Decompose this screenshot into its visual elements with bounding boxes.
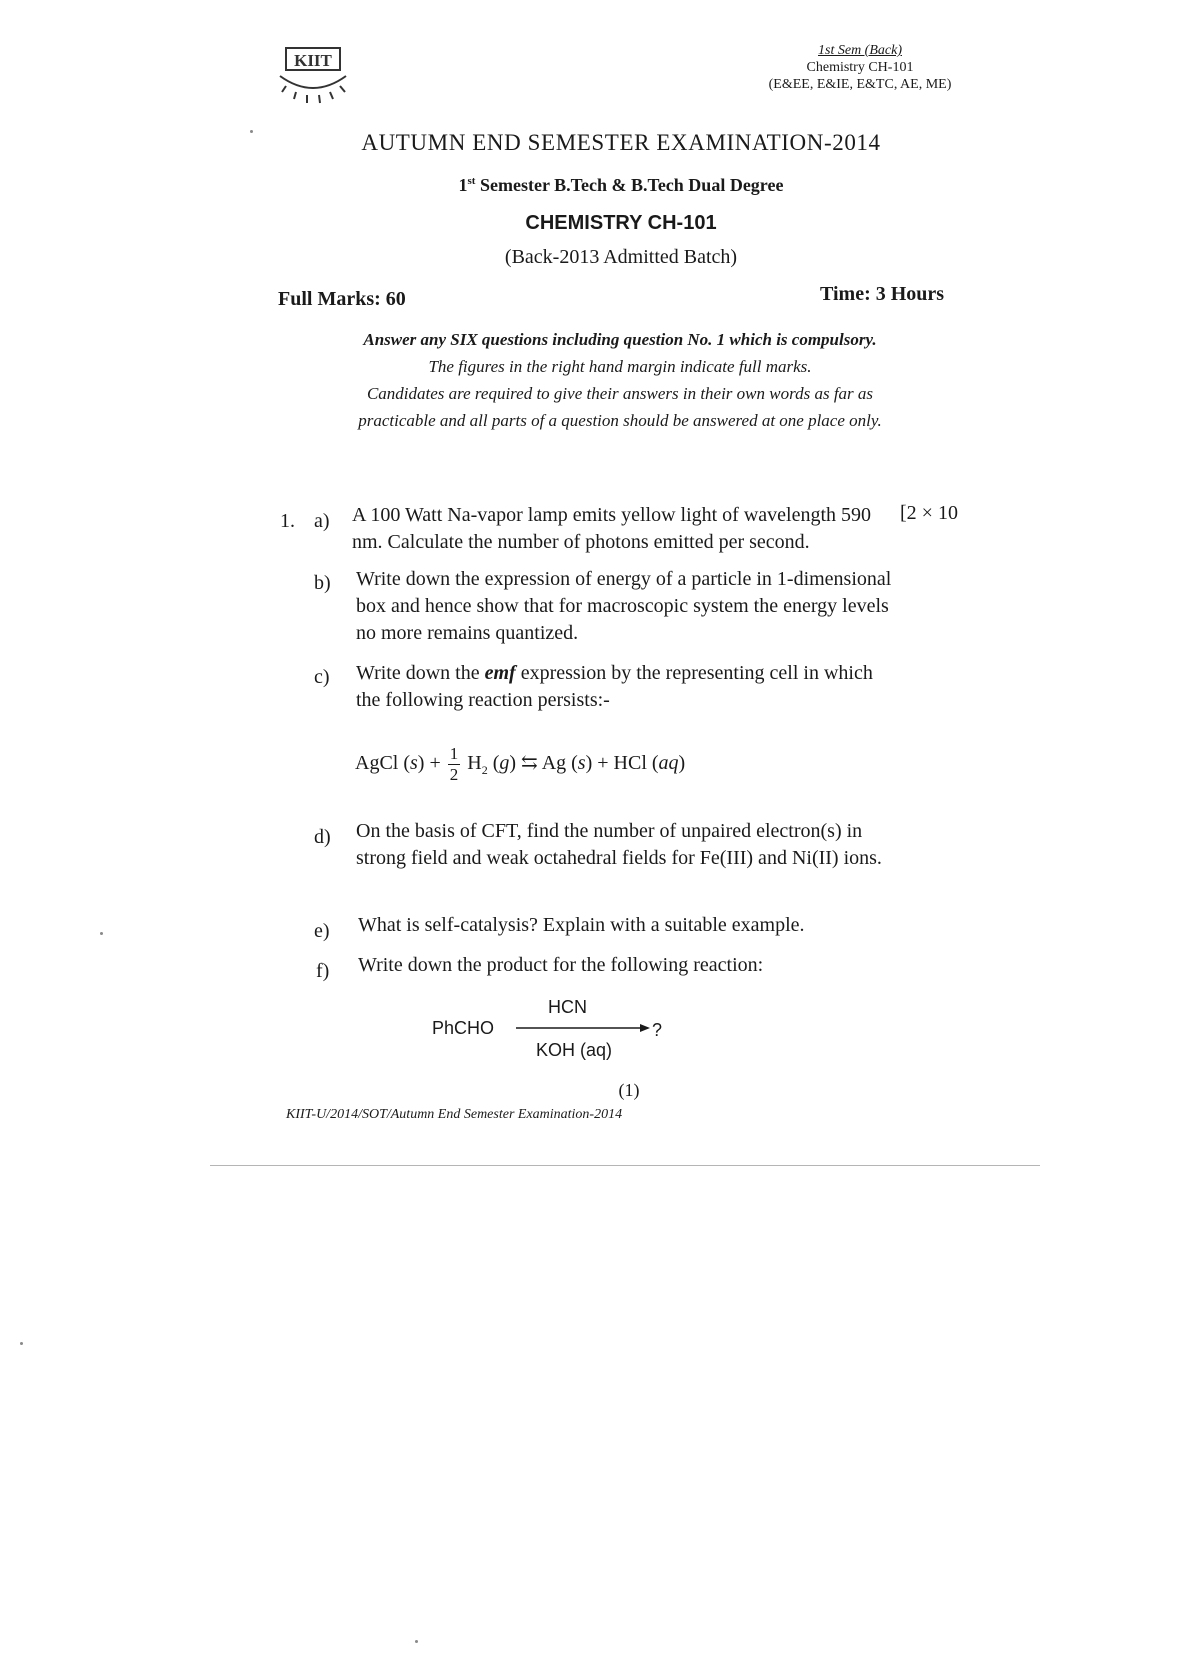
question-number: 1. [280, 510, 295, 532]
reagent-below: KOH (aq) [536, 1040, 613, 1060]
eq-part: ( [487, 752, 500, 775]
part-d-text: On the basis of CFT, find the number of unpaired electron(s) in strong field and weak octahedral fields for Fe(III) and Ni(II) ions. [356, 820, 882, 869]
subject-title: CHEMISTRY CH-101 [525, 212, 717, 234]
eq-part: ) [678, 752, 686, 775]
university-logo [272, 42, 352, 106]
fraction-numerator: 1 [449, 744, 459, 763]
part-label: f) [316, 960, 330, 982]
semester-suffix: st [467, 175, 476, 187]
instruction-line-1: Answer any SIX questions including question No. 1 which is compulsory. [363, 330, 877, 349]
eq-state: s [410, 752, 418, 775]
part-label: d) [314, 826, 331, 848]
part-c-after: expression by the representing cell in which the following reaction persists:- [356, 662, 873, 711]
scan-speck [100, 932, 103, 935]
semester-rest: Semester B.Tech & B.Tech Dual Degree [475, 175, 784, 195]
instruction-line-4: practicable and all parts of a question should be answered at one place only. [358, 411, 882, 430]
scan-speck [250, 130, 253, 133]
branches-tag: (E&EE, E&IE, E&TC, AE, ME) [768, 77, 952, 92]
logo-text: KIIT [294, 51, 332, 70]
part-b-text: Write down the expression of energy of a particle in 1-dimensional box and hence show that for macroscopic system the energy levels no more remains quantized. [356, 568, 892, 644]
eq-state: aq [658, 752, 679, 775]
product-placeholder: ? [652, 1020, 663, 1040]
batch-line: (Back-2013 Admitted Batch) [504, 246, 738, 268]
page-footer: KIIT-U/2014/SOT/Autumn End Semester Examination-2014 [286, 1107, 623, 1122]
course-code-tag: Chemistry CH-101 [806, 60, 914, 75]
part-label: c) [314, 666, 330, 688]
exam-title: AUTUMN END SEMESTER EXAMINATION-2014 [361, 130, 881, 155]
part-c-text [356, 660, 896, 714]
page-number: (1) [618, 1080, 640, 1100]
part-label: e) [314, 920, 330, 942]
reaction-arrow [516, 1022, 650, 1034]
course-header [740, 42, 980, 93]
semester-ordinal: 1 [458, 175, 468, 195]
exam-time: Time: 3 Hours [820, 283, 945, 305]
question-marks: [2 × 10 [900, 502, 958, 524]
part-a-text: A 100 Watt Na-vapor lamp emits yellow light of wavelength 590 nm. Calculate the number of photons emitted per second. [352, 504, 872, 553]
instruction-line-3: Candidates are required to give their answers in their own words as far as [366, 384, 874, 403]
emf-term: emf [484, 662, 516, 684]
reaction-equation [355, 744, 685, 804]
scan-edge-line [210, 1165, 1040, 1166]
scan-speck [415, 1640, 418, 1643]
eq-part: ) ⇆ Ag ( [509, 752, 578, 775]
part-label: b) [314, 572, 331, 594]
eq-part: ) + [417, 752, 446, 775]
full-marks: Full Marks: 60 [278, 288, 406, 310]
semester-tag: 1st Sem (Back) [818, 43, 902, 58]
scan-speck [20, 1342, 23, 1345]
reagent-above: HCN [548, 997, 587, 1017]
part-c-before: Write down the [356, 662, 485, 684]
fraction-denominator: 2 [449, 765, 459, 784]
eq-state: g [499, 752, 510, 775]
eq-part: ) + HCl ( [585, 752, 659, 775]
part-label: a) [314, 510, 330, 532]
semester-line [0, 175, 1200, 196]
reactant: PhCHO [432, 1018, 495, 1038]
eq-part: H [462, 752, 482, 775]
part-e-text: What is self-catalysis? Explain with a suitable example. [358, 914, 805, 936]
part-f-text: Write down the product for the following reaction: [358, 954, 764, 976]
eq-part: AgCl ( [355, 752, 410, 775]
instructions [250, 326, 990, 434]
eq-state: s [577, 752, 586, 775]
half-fraction [448, 744, 461, 785]
instruction-line-2: The figures in the right hand margin indicate full marks. [428, 357, 812, 376]
reaction-scheme [428, 997, 688, 1072]
eq-subscript: 2 [481, 763, 488, 778]
